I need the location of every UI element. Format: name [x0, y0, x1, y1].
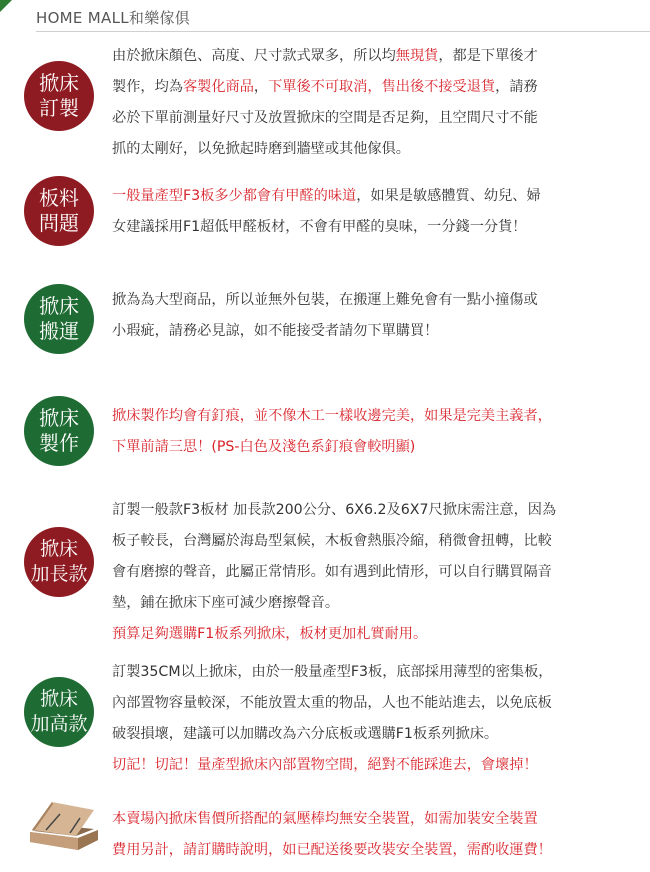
badge-line: 搬運: [39, 319, 79, 343]
body-text: 由於掀床顏色、高度、尺寸款式眾多，所以均: [112, 48, 396, 64]
badge-line: 掀床: [39, 71, 79, 95]
text-line: [112, 72, 634, 103]
section-extended-text: [112, 495, 634, 650]
body-text: ，請務: [495, 79, 538, 95]
body-text: 訂製35CM以上掀床，由於一般量產型F3板，底部採用薄型的密集板，: [112, 664, 553, 680]
text-line: [112, 103, 634, 134]
text-line: [112, 401, 634, 432]
badge-custom-order: [24, 61, 94, 131]
section-transport-text: [112, 285, 634, 347]
badge-heightened: [24, 677, 94, 747]
highlight-text: 切記！切記！量產型掀床內部置物空間，絕對不能踩進去，會壞掉！: [112, 757, 538, 773]
section-heightened-text: [112, 657, 634, 781]
text-line: [112, 41, 634, 72]
badge-extended: [24, 527, 94, 597]
body-text: 小瑕疵，請務必見諒，如不能接受者請勿下單購買！: [112, 323, 439, 339]
text-line: [112, 619, 634, 650]
highlight-text: 本賣場內掀床售價所搭配的氣壓棒均無安全裝置，如需加裝安全裝置: [112, 811, 538, 827]
text-line: [112, 750, 634, 781]
text-line: [112, 526, 634, 557]
highlight-text: 無現貨: [395, 48, 439, 64]
highlight-text: 客製化商品: [182, 79, 254, 95]
highlight-text: 下單前請三思！(PS-白色及淺色系釘痕會較明顯): [112, 439, 416, 455]
highlight-text: 一般量產型F3板多少都會有甲醛的味道: [112, 188, 357, 204]
text-line: [112, 835, 634, 866]
body-text: 墊，鋪在掀床下座可減少磨擦聲音。: [112, 595, 340, 611]
section-production-text: [112, 401, 634, 463]
badge-line: 掀床: [39, 538, 78, 560]
body-text: 製作，均為: [112, 79, 183, 95]
text-line: [112, 557, 634, 588]
body-text: 破裂損壞，建議可以加購改為六分底板或選購F1板系列掀床。: [112, 726, 499, 742]
body-text: 女建議採用F1超低甲醛板材，不會有甲醛的臭味，一分錢一分貨！: [112, 219, 527, 235]
text-line: [112, 285, 634, 316]
body-text: 抓的太剛好，以免掀起時磨到牆壁或其他傢俱。: [112, 141, 410, 157]
text-line: [112, 432, 634, 463]
header-divider: [36, 31, 650, 32]
lift-bed-icon: [26, 800, 102, 852]
body-text: ，都是下單後才: [438, 48, 538, 64]
highlight-text: 費用另計，請訂購時說明，如已配送後要改裝安全裝置，需酌收運費！: [112, 842, 552, 858]
badge-line: 掀床: [39, 294, 79, 318]
section-custom-order-text: [112, 41, 634, 165]
highlight-text: 預算足夠選購F1板系列掀床，板材更加札實耐用。: [112, 626, 428, 642]
body-text: 板子較長，台灣屬於海島型氣候，木板會熱脹冷縮，稍微會扭轉，比較: [112, 533, 552, 549]
highlight-text: 掀床製作均會有釘痕，並不像木工一樣收邊完美，如果是完美主義者，: [112, 408, 552, 424]
highlight-text: 下單後不可取消，售出後不接受退貨: [268, 79, 496, 95]
badge-line: 訂製: [39, 96, 79, 120]
text-line: [112, 316, 634, 347]
badge-line: 加長款: [30, 563, 88, 585]
text-line: [112, 804, 634, 835]
badge-board-material: [24, 176, 94, 246]
badge-line: 加高款: [30, 713, 88, 735]
badge-line: 問題: [39, 211, 79, 235]
text-line: [112, 588, 634, 619]
badge-line: 製作: [39, 431, 79, 455]
page-header: [0, 0, 650, 38]
body-text: 必於下單前測量好尺寸及放置掀床的空間是否足夠，且空間尺寸不能: [112, 110, 538, 126]
text-line: [112, 688, 634, 719]
section-board-material-text: [112, 181, 634, 243]
text-line: [112, 134, 634, 165]
section-safety-text: [112, 804, 634, 866]
body-text: ，: [253, 79, 269, 95]
body-text: 掀為為大型商品，所以並無外包裝，在搬運上難免會有一點小撞傷或: [112, 292, 538, 308]
badge-line: 掀床: [39, 688, 78, 710]
body-text: ，如果是敏感體質、幼兒、婦: [356, 188, 541, 204]
brand-title: HOME MALL和樂傢俱: [36, 9, 191, 27]
body-text: 會有磨擦的聲音，此屬正常情形。如有遇到此情形，可以自行購買隔音: [112, 564, 552, 580]
badge-transport: [24, 284, 94, 354]
badge-line: 板料: [39, 186, 79, 210]
badge-production: [24, 396, 94, 466]
text-line: [112, 719, 634, 750]
body-text: 訂製一般款F3板材 加長款200公分、6X6.2及6X7尺掀床需注意，因為: [112, 502, 557, 518]
corner-triangle-icon: [0, 0, 12, 12]
text-line: [112, 495, 634, 526]
body-text: 內部置物容量較深，不能放置太重的物品，人也不能站進去，以免底板: [112, 695, 552, 711]
text-line: [112, 212, 634, 243]
text-line: [112, 657, 634, 688]
badge-line: 掀床: [39, 406, 79, 430]
text-line: [112, 181, 634, 212]
